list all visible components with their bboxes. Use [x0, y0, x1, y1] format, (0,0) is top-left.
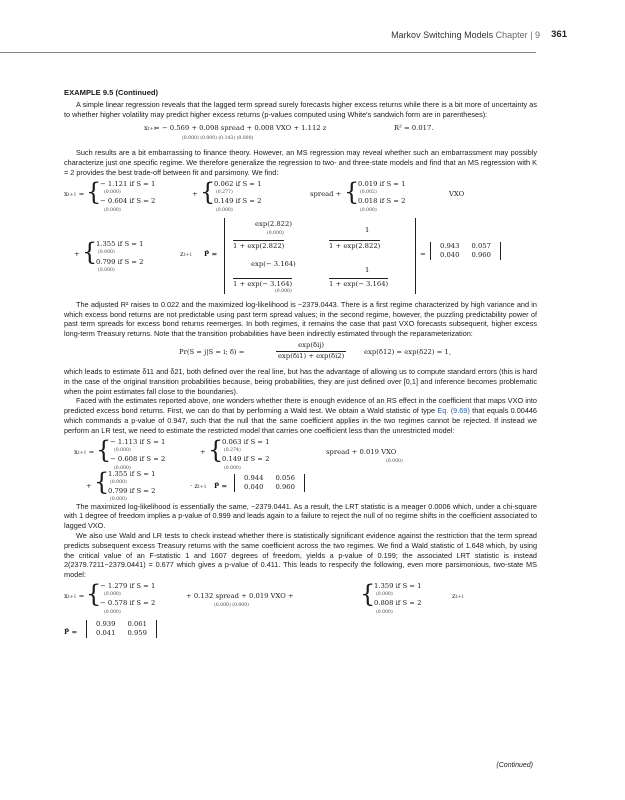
paragraph-6: The maximized log-likelihood is essentially the same, −2379.0441. As a result, the LRT statistic is a meager 0.0006 which, under a chi-square with 1 degree of freedom implies a p-value of 0.999 and leads again to a failure to reject the null of no regime shifts in the coefficient associated to lagged VXO. — [64, 501, 537, 531]
page-number: 361 — [551, 29, 567, 40]
equation-5: xt+1 = { − 1.113 if S = 1 (0.000) − 0.608 if S = 2 (0.000) + { 0.063 if S = 1 (0.274) 0.149 if S = 2 (0.000) spread + 0.019 VXO (0.000) + { 1.355 if S = 1 (0.000) 0.799 if S = 2 (0.000) · zt+1 P̂ = 0.944 0.056 0.040 0.960 — [74, 435, 403, 502]
equation-6: xt+1 = { − 1.279 if S = 1 (0.000) − 0.578 if S = 2 (0.000) + 0.132 spread + 0.019 VXO + (0.000) (0.000) { 1.359 if S = 1 (0.000) 0.808 if S = 2 (0.000) zt+1 P̂ = 0.939 0.061 0.041 0.959 — [64, 579, 465, 637]
paragraph-7: We also use Wald and LR tests to check instead whether there is statistically significant evidence against the restriction that the term spread predicts subsequent excess Treasury returns with the same coefficient across the two regimes. We find a Wald statistic of 1.648 which, by using the critical value of an F-statistic 1 and 1607 degrees of freedom, yields a p-value of 0.199; the associated LRT statistic is instead 2(2379.7211−2379.0441) = 0.677 which gives a p-value of 0.411. This leads to respecify the following, even more parsimonious, two-state MS model: — [64, 530, 537, 580]
transition-matrix-3: 0.939 0.061 0.041 0.959 — [86, 620, 157, 638]
continued-note: (Continued) — [496, 762, 533, 769]
transition-matrix-2: 0.944 0.056 0.040 0.960 — [234, 474, 305, 492]
paragraph-4: which leads to estimate δ11 and δ21, both defined over the real line, but has the advantage of allowing us to compute standard errors (this is hard in the case of the original transition probabilities because, being probabilities, they are just defined over [0,1] and inference becomes problematic when the point estimates fall close to the boundaries). — [64, 366, 537, 396]
equation-4: Pr(S = j|S = i; δ) = exp(δij) exp(δi1) + exp(δi2) exp(δ12) = exp(δ22) = 1, — [179, 340, 452, 360]
paragraph-3: The adjusted R² raises to 0.022 and the maximized log-likelihood is −2379.0443. There is a first regime characterized by high variance and in which excess bond returns are not predictable using past term spread values; in the second regime, however, the puzzling predictability power of past term spreads for excess bond returns reemerges. In both regimes, it remains the case that past VXO forecasts subsequent, higher excess long-term Treasury returns. Note that the transition probabilities have been indirectly estimated through the reparameterization: — [64, 299, 537, 339]
page-body — [64, 88, 537, 650]
equation-2: xt+1 = { − 1.121 if S = 1 (0.000) − 0.604 if S = 2 (0.000) + { 0.062 if S = 1 (0.277) 0.149 if S = 2 (0.000) spread + { 0.019 if S = 1 (0.002) 0.018 if S = 2 (0.000) VXO — [64, 177, 465, 213]
example-title: EXAMPLE 9.5 (Continued) — [64, 88, 159, 97]
paragraph-2: Such results are a bit embarrassing to finance theory. However, an MS regression may reveal whether such an embarrassment may possibly characterize just one specific regime. We therefore generalize the regression to two- and three-state models and find that an MS regression with K = 2 provides the best trade-off between fit and parsimony. We find: — [64, 148, 537, 177]
page-header — [0, 30, 625, 46]
equation-3: + { 1.355 if S = 1 (0.000) 0.799 if S = 2 (0.000) zt+1 P̂ = exp(2.822) (0.000) 1 + exp(2.822) 1 1 + exp(2.822) exp(− 3.164) 1 + exp(− 3.164) (0.000) 1 1 + exp(− 3.164) = 0.943 0.057 0.040 0.960 — [64, 218, 537, 296]
header-rule — [0, 52, 536, 53]
equation-1: xt+1 = − 0.569 + 0.098 spread + 0.008 VXO + 1.112 z (0.000) (0.000) (0.143) (0.000) R² = 0.017. — [144, 124, 434, 142]
paragraph-1: A simple linear regression reveals that the lagged term spread surely forecasts higher excess returns while there is a bit more of uncertainty as to whether higher volatility may predict higher excess returns (p-values computed using White's sandwich form are in parentheses): — [64, 99, 537, 119]
running-title: Markov Switching Models Chapter | 9 — [391, 30, 540, 40]
equation-reference-link[interactable]: Eq. (9.69) — [437, 406, 470, 416]
paragraph-5: Faced with the estimates reported above, one wonders whether there is enough evidence of an RS effect in the coefficient that maps VXO into predicted excess bond returns. First, we can do that by performing a Wald test. We obtain a Wald statistic of type Eq. (9.69) that equals 0.00446 which commands a p-value of 0.947, such that the null that the same coefficient applies in the two regimes cannot be rejected. If instead we perform an LR test, we need to estimate the restricted model that carries one coefficient less than the unrestricted model: — [64, 396, 537, 435]
transition-matrix-1: 0.943 0.057 0.040 0.960 — [430, 242, 501, 260]
